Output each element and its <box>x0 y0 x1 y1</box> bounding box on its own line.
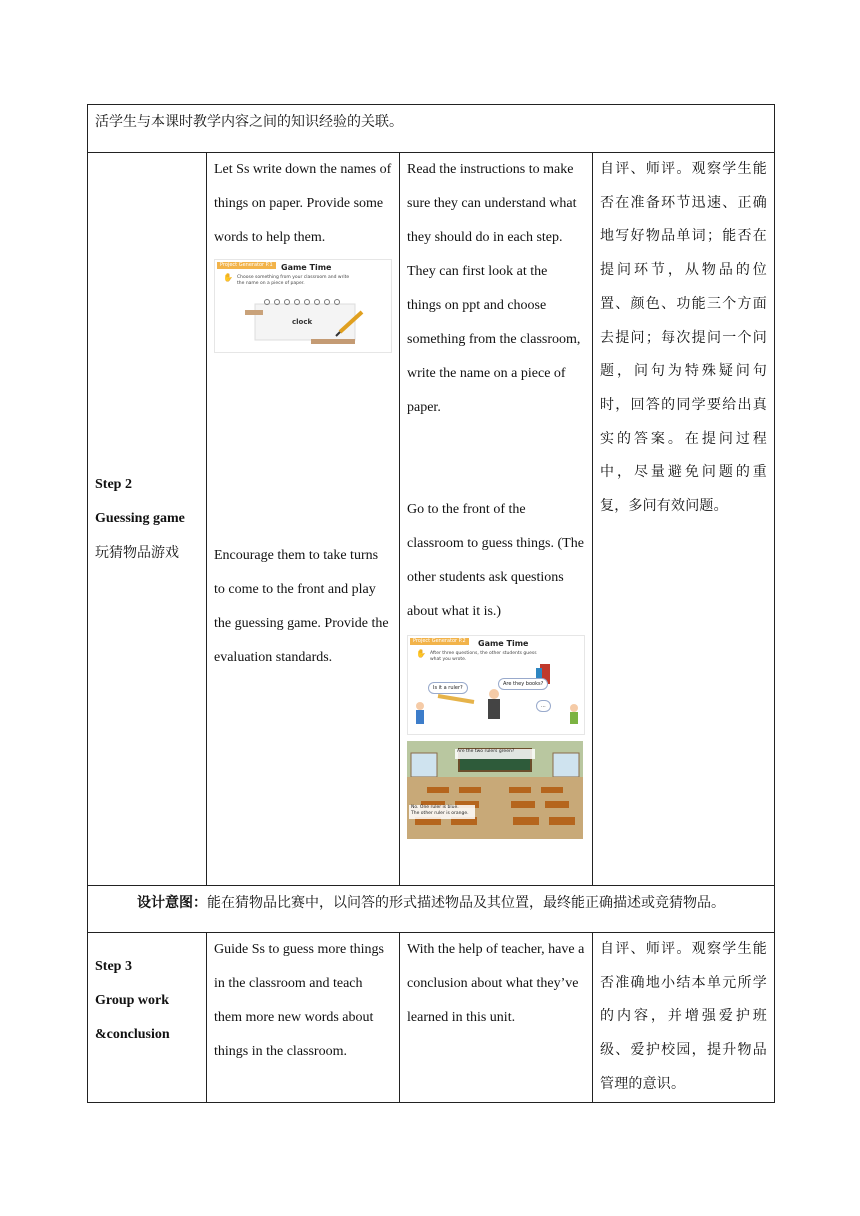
speech-bubble-3: ... <box>536 700 551 712</box>
step3-name-2: &conclusion <box>95 1027 170 1042</box>
game-time-slide-1 <box>214 259 392 353</box>
step2-label-cell <box>88 153 207 886</box>
lesson-plan-table <box>87 104 775 1103</box>
step3-row <box>88 933 775 1103</box>
step2-row <box>88 153 775 886</box>
step3-teacher-text: Guide Ss to guess more things in the classroom and teach them more new words about things in the classroom. <box>214 942 384 1059</box>
step2-name-zh: 玩猜物品游戏 <box>95 545 179 561</box>
hand-icon-2: ✋ <box>416 649 426 658</box>
hand-icon: ✋ <box>223 273 233 282</box>
classroom-answer-1: No. One ruler is blue. <box>411 805 459 810</box>
intro-cell <box>88 105 775 153</box>
step3-title: Step 3 <box>95 959 132 974</box>
classroom-slide <box>407 741 583 839</box>
slide2-title: Game Time <box>478 639 529 648</box>
step3-name-1: Group work <box>95 993 170 1008</box>
speech-bubble-1: Is it a ruler? <box>428 682 468 694</box>
step3-teacher-cell <box>207 933 400 1103</box>
classroom-answer-2: The other ruler is orange. <box>411 811 469 816</box>
slide1-word: clock <box>292 318 313 326</box>
slide1-title: Game Time <box>281 263 332 272</box>
step2-student-text-1: Read the instructions to make sure they can understand what they should do in each step. <box>407 162 577 245</box>
step2-student-cell <box>400 153 593 886</box>
step2-teacher-text-2: Encourage them to take turns to come to the front and play the guessing game. Provide the evaluation standards. <box>214 548 389 665</box>
step2-student-text-2: They can first look at the things on ppt and choose something from the classroom, write the name on a piece of paper. <box>407 264 581 415</box>
slide2-instruction: After three questions, the other students guess what you wrote. <box>430 651 537 662</box>
intro-row <box>88 105 775 153</box>
step2-teacher-cell <box>207 153 400 886</box>
slide1-instruction: Choose something from your classroom and write the name on a piece of paper. <box>237 275 350 286</box>
step3-label-cell <box>88 933 207 1103</box>
step3-eval-cell <box>593 933 775 1103</box>
step2-eval-cell <box>593 153 775 886</box>
speech-bubble-2: Are they books? <box>498 678 548 690</box>
design-intent-label: 设计意图： <box>137 895 207 911</box>
design-intent-cell <box>88 886 775 933</box>
step2-student-text-3: Go to the front of the classroom to guess things. (The other students ask questions about what it is.) <box>407 502 584 619</box>
design-intent-row <box>88 886 775 933</box>
step3-eval-text: 自评、师评。观察学生能否准确地小结本单元所学的内容，并增强爱护班级、爱护校园，提升物品管理的意识。 <box>600 941 767 1092</box>
slide1-tag: Project Generator P.1 <box>217 262 276 269</box>
step2-title: Step 2 <box>95 477 132 492</box>
slide2-tag: Project Generator P.2 <box>410 638 469 645</box>
notepad-illustration <box>215 260 391 352</box>
design-intent-text: 能在猜物品比赛中，以问答的形式描述物品及其位置，最终能正确描述或竞猜物品。 <box>207 895 725 911</box>
step2-name: Guessing game <box>95 511 185 526</box>
intro-text: 活学生与本课时教学内容之间的知识经验的关联。 <box>95 114 403 130</box>
step3-student-text: With the help of teacher, have a conclusion about what they’ve learned in this unit. <box>407 942 585 1025</box>
game-time-slide-2 <box>407 635 585 735</box>
classroom-illustration <box>407 741 583 839</box>
step3-student-cell <box>400 933 593 1103</box>
step2-teacher-text-1: Let Ss write down the names of things on paper. Provide some words to help them. <box>214 162 392 245</box>
classroom-question: Are the two rulers green? <box>457 749 515 754</box>
step2-eval-text: 自评、师评。观察学生能否在准备环节迅速、正确地写好物品单词；能否在提问环节，从物品的位置、颜色、功能三个方面去提问；每次提问一个问题，问句为特殊疑问句时，回答的同学要给出真实的答案。在提问过程中，尽量避免问题的重复，多问有效问题。 <box>600 161 767 515</box>
